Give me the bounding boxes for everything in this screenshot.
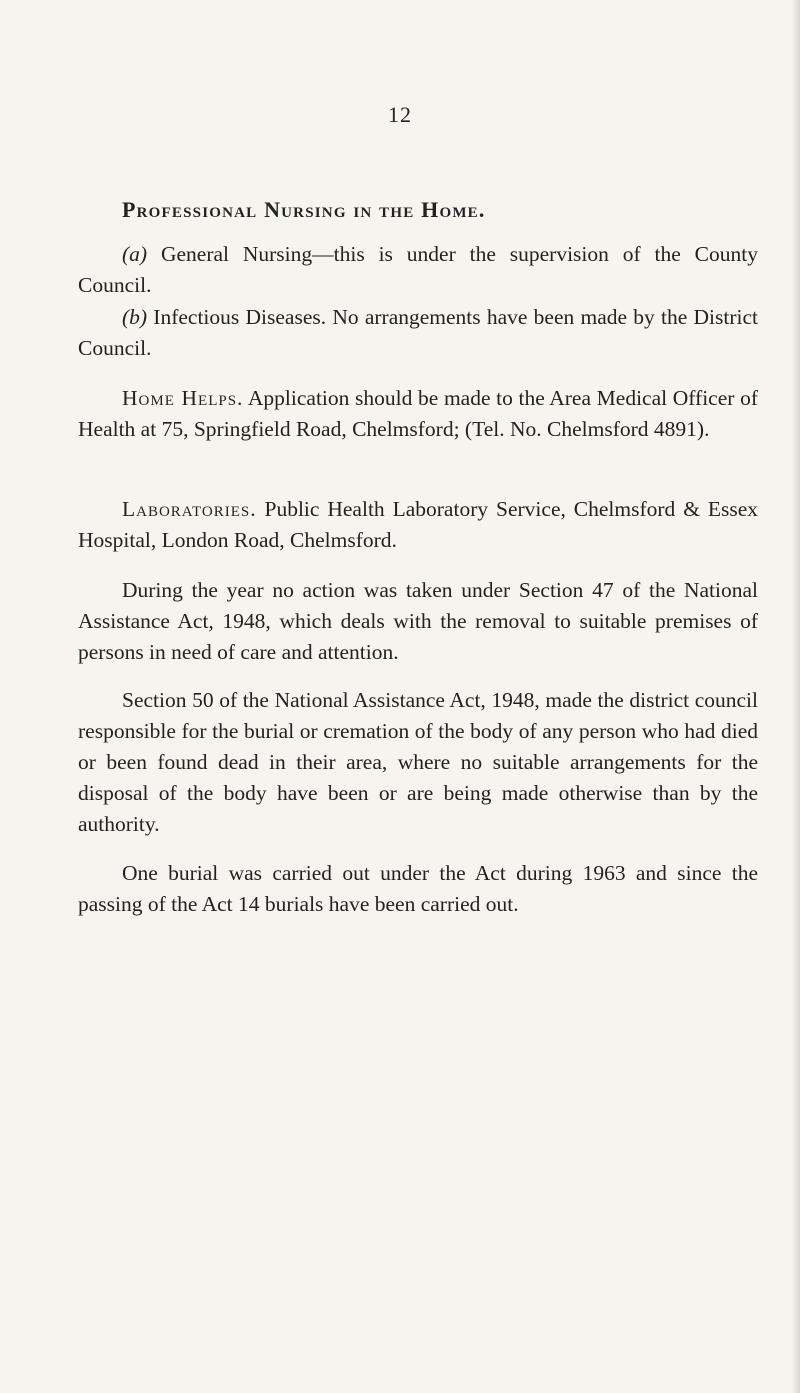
- paragraph-infectious-diseases: [78, 302, 758, 364]
- section-heading: Professional Nursing in the Home.: [122, 197, 486, 222]
- paragraph-b-text: Infectious Diseases. No arrangements have been made by the District Council.: [78, 305, 758, 360]
- page-number: 12: [388, 102, 412, 127]
- burials-text: One burial was carried out under the Act during 1963 and since the passing of the Act 14 burials have been carried out.: [78, 861, 758, 916]
- paragraph-label-a: (a): [122, 242, 148, 266]
- paragraph-section-47: [78, 575, 758, 668]
- home-helps-text: Application should be made to the Area Medical Officer of Health at 75, Springfield Road, Chelmsford; (Tel. No. Chelmsford 4891).: [78, 386, 758, 441]
- section-50-text: Section 50 of the National Assistance Act, 1948, made the district council responsible for the burial or cremation of the body of any person who had died or been found dead in their area, where no suitable arrangements for the disposal of the body have been or are being made otherwise than by the authority.: [78, 688, 758, 836]
- paragraph-laboratories: [78, 494, 758, 556]
- page-edge-shadow: [792, 0, 800, 1393]
- paragraph-section-50: [78, 685, 758, 840]
- paragraph-home-helps: [78, 383, 758, 445]
- paragraph-burials: [78, 858, 758, 920]
- paragraph-label-b: (b): [122, 305, 148, 329]
- paragraph-a-text: General Nursing—this is under the supervision of the County Council.: [78, 242, 758, 297]
- laboratories-text: Public Health Laboratory Service, Chelmsford & Essex Hospital, London Road, Chelmsford.: [78, 497, 758, 552]
- home-helps-title: Home Helps.: [122, 386, 244, 410]
- paragraph-general-nursing: [78, 239, 758, 301]
- section-47-text: During the year no action was taken under Section 47 of the National Assistance Act, 1948, which deals with the removal to suitable premises of persons in need of care and attention.: [78, 578, 758, 664]
- laboratories-title: Laboratories.: [122, 497, 257, 521]
